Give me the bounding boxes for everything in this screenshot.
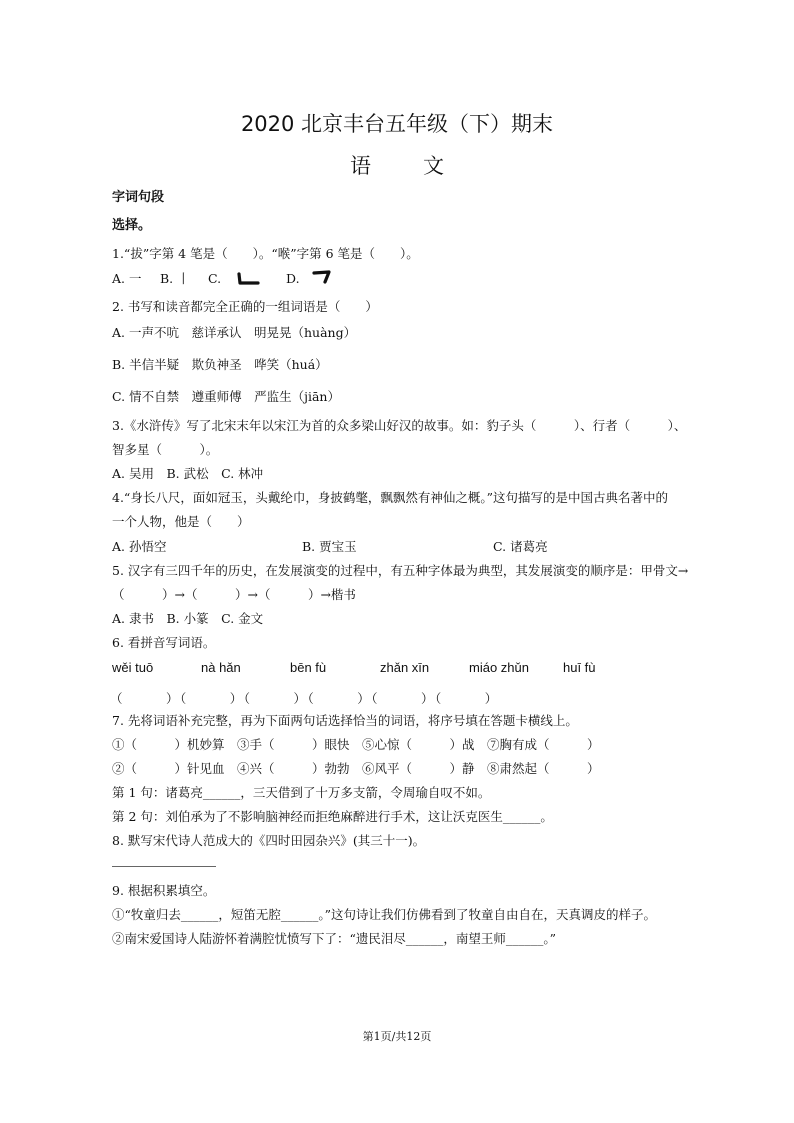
q4-line2: 一个人物，他是（ ）: [112, 514, 250, 529]
pinyin-item: nà hǎn: [201, 660, 241, 675]
q8-stem: 8. 默写宋代诗人范成大的《四时田园杂兴》(其三十一)。: [112, 833, 426, 848]
subject-left: 语: [350, 154, 371, 178]
q7-row1: ①（ ）机妙算 ③手（ ）眼快 ⑤心惊（ ）战 ⑦胸有成（ ）: [112, 737, 600, 752]
page-title: 2020 北京丰台五年级（下）期末: [240, 112, 554, 136]
q2-option-c: C. 情不自禁 遵重师傅 严监生（jiān）: [112, 389, 340, 404]
page-number: 第1页/共12页: [362, 1030, 432, 1043]
q4-option-b: B. 贾宝玉: [302, 539, 357, 554]
q5-line1: 5. 汉字有三四千年的历史，在发展演变的过程中，有五种字体最为典型，其发展演变的顺序是：甲骨文→: [112, 563, 689, 578]
q4-option-c: C. 诸葛亮: [493, 539, 548, 554]
q3-options: A. 吴用 B. 武松 C. 林冲: [112, 466, 264, 481]
q7-row2: ②（ ）针见血 ④兴（ ）勃勃 ⑥风平（ ）静 ⑧肃然起（ ）: [112, 761, 600, 776]
horizontal-hook-stroke-icon: [312, 268, 334, 289]
pinyin-answer-blanks: （ ）（ ）（ ）（ ）（ ）（ ）: [110, 691, 499, 706]
q3-line2: 智多星（ ）。: [112, 442, 219, 457]
q9-stem: 9. 根据积累填空。: [112, 883, 216, 898]
answer-line: [112, 866, 216, 867]
q4-line1: 4.“身长八尺，面如冠玉，头戴纶巾，身披鹤氅，飘飘然有神仙之概。”这句描写的是中国古典名著中的: [112, 490, 668, 505]
pinyin-item: wěi tuō: [112, 660, 154, 675]
q9-line2: ②南宋爱国诗人陆游怀着满腔忧愤写下了：“遗民泪尽______，南望王师______。”: [112, 931, 557, 946]
subject-right: 文: [423, 154, 444, 178]
q1-option-c: C.: [208, 271, 222, 286]
q7-sentence2: 第 2 句：刘伯承为了不影响脑神经而拒绝麻醉进行手术，这让沃克医生______。: [112, 809, 553, 824]
q3-line1: 3.《水浒传》写了北宋末年以宋江为首的众多梁山好汉的故事。如：豹子头（ ）、行者（ ）、: [112, 418, 687, 433]
q5-line2: （ ）→（ ）→（ ）→楷书: [112, 587, 356, 602]
q1-option-b: B. 丨: [160, 271, 190, 286]
q7-stem: 7. 先将词语补充完整，再为下面两句话选择恰当的词语，将序号填在答题卡横线上。: [112, 713, 578, 728]
q2-option-b: B. 半信半疑 欺负神圣 哗笑（huá）: [112, 357, 328, 372]
q7-sentence1: 第 1 句：诸葛亮______，三天借到了十万多支箭，令周瑜自叹不如。: [112, 785, 491, 800]
pinyin-item: huī fù: [563, 660, 596, 675]
q1-option-d: D.: [286, 271, 300, 286]
pinyin-item: miáo zhǔn: [469, 660, 529, 675]
q2-stem: 2. 书写和读音都完全正确的一组词语是（ ）: [112, 299, 378, 314]
q9-line1: ①“牧童归去______，短笛无腔______。”这句诗让我们仿佛看到了牧童自由自在，天真调皮的样子。: [112, 907, 657, 922]
q5-options: A. 隶书 B. 小篆 C. 金文: [112, 611, 264, 626]
q4-option-a: A. 孙悟空: [112, 539, 167, 554]
q6-stem: 6. 看拼音写词语。: [112, 635, 216, 650]
section-subheading: 选择。: [112, 218, 152, 233]
q1-option-a: A. 一: [112, 271, 142, 286]
pinyin-item: zhǎn xīn: [380, 660, 430, 675]
vertical-bend-stroke-icon: [234, 270, 260, 291]
subject-title: [0, 150, 794, 180]
section-heading: 字词句段: [112, 190, 165, 205]
pinyin-item: bēn fù: [290, 660, 327, 675]
q1-stem: 1.“拔”字第 4 笔是（ ）。“喉”字第 6 笔是（ ）。: [112, 246, 419, 261]
q2-option-a: A. 一声不吭 慈详承认 明晃晃（huàng）: [112, 325, 357, 340]
